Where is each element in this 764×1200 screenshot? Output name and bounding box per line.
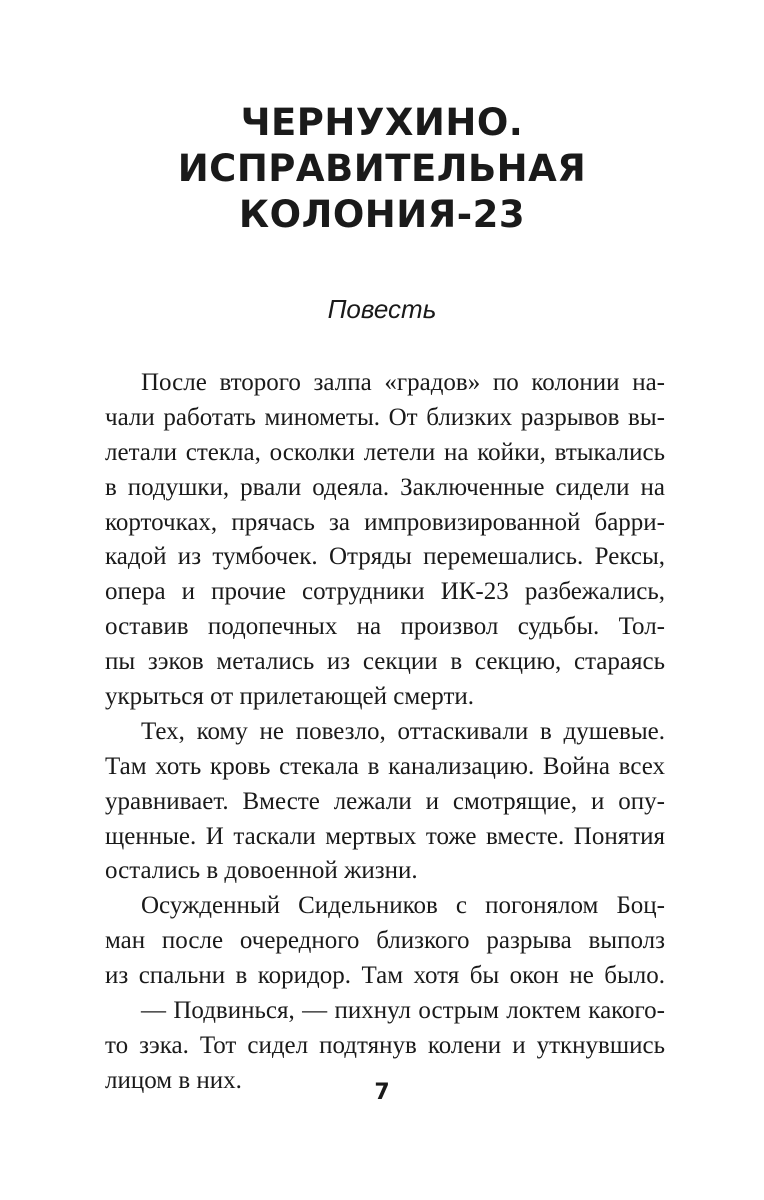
text-line: корточках, прячась за импровизированной барри-	[105, 508, 665, 536]
text-line: остались в довоенной жизни.	[105, 857, 418, 885]
text-line: После второго залпа «градов» по колонии на-	[141, 369, 665, 396]
text-line: уравнивает. Вместе лежали и смотрящие, и опу-	[105, 787, 665, 815]
text-line: кадой из тумбочек. Отряды перемешались. Рексы,	[105, 543, 665, 571]
paragraph	[105, 715, 665, 889]
text-line: лицом в них.	[105, 1066, 242, 1094]
chapter-subtitle: Повесть	[327, 294, 437, 324]
text-line: опера и прочие сотрудники ИК-23 разбежались,	[105, 578, 665, 606]
paragraph	[105, 889, 665, 994]
text-line: чали работать минометы. От близких разрывов вы-	[105, 403, 665, 431]
text-line: пы зэков метались из секции в секцию, стараясь	[105, 648, 665, 676]
page-number: 7	[374, 1080, 390, 1105]
text-line: Тех, кому не повезло, оттаскивали в душевые.	[141, 717, 665, 745]
body-text	[105, 366, 665, 1099]
chapter-title-line: КОЛОНИЯ-23	[238, 193, 526, 236]
chapter-title	[0, 100, 764, 238]
chapter-title-line: ЧЕРНУХИНО.	[240, 101, 524, 144]
text-line: оставив подопечных на произвол судьбы. Тол-	[105, 613, 665, 641]
text-line: в подушки, рвали одеяла. Заключенные сидели на	[105, 473, 665, 501]
text-line: летали стекла, осколки летели на койки, втыкались	[105, 438, 665, 466]
text-line: ман после очередного близкого разрыва выполз	[105, 927, 665, 955]
chapter-title-line: ИСПРАВИТЕЛЬНАЯ	[177, 147, 587, 190]
text-line: щенные. И таскали мертвых тоже вместе. Понятия	[105, 822, 665, 850]
text-line: то зэка. Тот сидел подтянув колени и уткнувшись	[105, 1031, 665, 1059]
paragraph	[105, 366, 665, 715]
text-line: Осужденный Сидельников с погонялом Боц-	[141, 892, 665, 920]
text-line: Там хоть кровь стекала в канализацию. Война всех	[105, 752, 665, 780]
text-line: — Подвинься, — пихнул острым локтем какого-	[141, 997, 665, 1025]
text-line: укрыться от прилетающей смерти.	[105, 683, 475, 711]
text-line: из спальни в коридор. Там хотя бы окон не было.	[105, 962, 665, 990]
